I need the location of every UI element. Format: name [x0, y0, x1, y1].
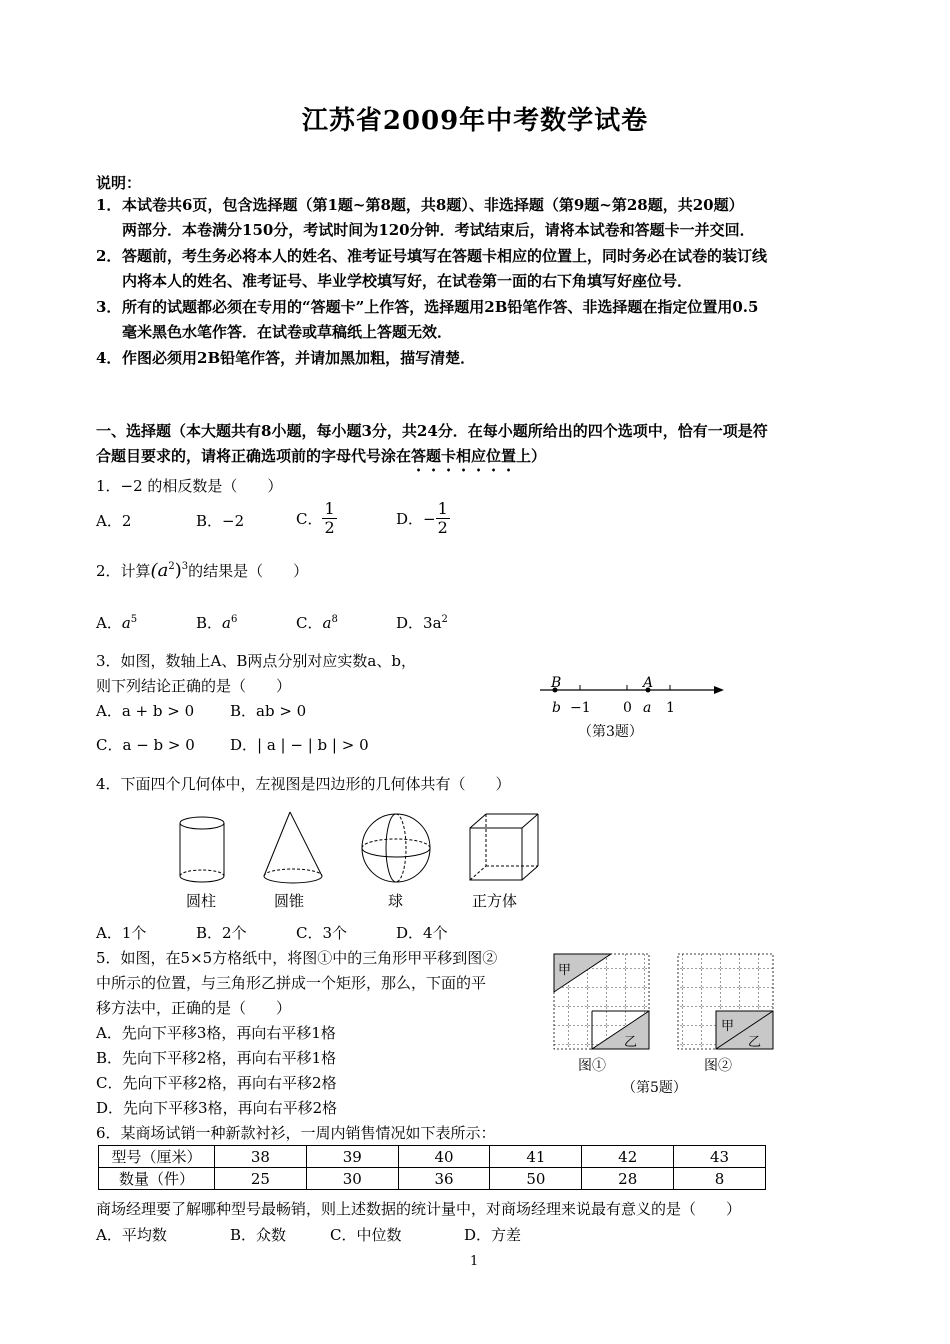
cell-count: 25: [215, 1168, 307, 1190]
section-heading-cont: 合题目要求的，请将正确选项前的字母代号涂在答题卡相应位置上）: [96, 447, 547, 465]
q4-option-d: D．4个: [396, 924, 448, 942]
cell-size: 40: [398, 1146, 490, 1168]
table-row: [99, 1146, 766, 1168]
q5-option-b: B．先向下平移2格，再向右平移1格: [96, 1049, 337, 1067]
label-zero: 0: [623, 700, 632, 716]
number-line-arrow: [714, 686, 724, 694]
q2-option-b: B．$a^6$: [196, 614, 238, 632]
cell-count: 8: [674, 1168, 766, 1190]
cell-count: 50: [490, 1168, 582, 1190]
label-jia-1: 甲: [558, 963, 572, 978]
instruction-2: 2．答题前，考生务必将本人的姓名、准考证号填写在答题卡相应的位置上，同时务必在试卷的装订线: [96, 247, 768, 265]
q6-option-c: C．中位数: [330, 1226, 402, 1244]
q1-option-c: C． $\frac{1}{2}$: [296, 499, 335, 537]
row-header-size: 型号（厘米）: [99, 1146, 215, 1168]
cell-size: 41: [490, 1146, 582, 1168]
q5-option-c: C．先向下平移2格，再向右平移2格: [96, 1074, 337, 1092]
instruction-3-cont: 毫米黑色水笔作答．在试卷或草稿纸上答题无效．: [122, 323, 453, 341]
instruction-1-cont: 两部分．本卷满分150分，考试时间为120分钟．考试结束后，请将本试卷和答题卡一并交回．: [122, 221, 755, 239]
cell-count: 28: [582, 1168, 674, 1190]
label-a: a: [643, 700, 652, 716]
label-B: B: [551, 675, 562, 691]
q6-stem: 6．某商场试销一种新款衬衫，一周内销售情况如下表所示：: [96, 1124, 496, 1142]
page-title: 江苏省2009年中考数学试卷: [301, 106, 649, 136]
caption-fig1: 图①: [578, 1058, 606, 1074]
q3-option-b: B．ab > 0: [230, 702, 307, 720]
q4-option-a: A．1个: [96, 924, 147, 942]
label-yi-1: 乙: [624, 1035, 638, 1050]
cylinder-shape: [180, 817, 224, 882]
grid-figure: [550, 950, 780, 1100]
cell-size: 38: [215, 1146, 307, 1168]
q1-stem: 1．−2 的相反数是（ ）: [96, 477, 283, 495]
q2-option-c: C．$a^8$: [296, 614, 338, 632]
q3-option-a: A．a + b > 0: [96, 702, 195, 720]
grid-1: [554, 954, 649, 1050]
cell-size: 39: [306, 1146, 398, 1168]
instruction-3: 3．所有的试题都必须在专用的“答题卡”上作答，选择题用2B铅笔作答、非选择题在指定位置用0.5: [96, 298, 759, 316]
q1-option-a: A．2: [96, 512, 132, 530]
label-jia-2: 甲: [721, 1019, 735, 1034]
q5-caption: （第5题）: [622, 1080, 687, 1096]
q3-stem-line1: 3．如图，数轴上A、B两点分别对应实数a、b，: [96, 652, 416, 670]
instruction-4: 4．作图必须用2B铅笔作答，并请加黑加粗，描写清楚．: [96, 349, 476, 367]
q3-stem-line2: 则下列结论正确的是（ ）: [96, 677, 292, 695]
instructions-heading: 说明：: [96, 174, 142, 192]
q3-option-c: C．a − b > 0: [96, 736, 195, 754]
cell-count: 30: [306, 1168, 398, 1190]
q1-option-d: D．− $\frac{1}{2}$: [396, 499, 448, 537]
label-one: 1: [666, 700, 675, 716]
q4-option-c: C．3个: [296, 924, 348, 942]
label-minus1: −1: [570, 700, 591, 716]
page-number: 1: [470, 1254, 479, 1269]
q3-option-d: D．| a | − | b | > 0: [230, 736, 369, 754]
label-cube: 正方体: [472, 892, 518, 910]
q6-option-d: D．方差: [464, 1226, 522, 1244]
caption-fig2: 图②: [704, 1058, 732, 1074]
sphere-shape: [362, 814, 430, 882]
q4-option-b: B．2个: [196, 924, 247, 942]
q2-stem: 2．计算$(a^2)^3$的结果是（ ）: [96, 560, 309, 581]
q5-stem-line2: 中所示的位置，与三角形乙拼成一个矩形，那么，下面的平: [96, 974, 487, 992]
cell-size: 42: [582, 1146, 674, 1168]
label-b: b: [552, 700, 561, 716]
section-heading: 一、选择题（本大题共有8小题，每小题3分，共24分．在每小题所给出的四个选项中，恰有一项是符: [96, 422, 768, 440]
grid-2: [678, 954, 773, 1050]
q6-option-b: B．众数: [230, 1226, 287, 1244]
q5-stem-line3: 移方法中，正确的是（ ）: [96, 999, 292, 1017]
q2-option-d: D．$3a^2$: [396, 614, 448, 632]
q1-option-b: B．−2: [196, 512, 245, 530]
label-yi-2: 乙: [748, 1035, 762, 1050]
q3-caption: （第3题）: [578, 724, 643, 740]
cone-shape: [264, 812, 322, 883]
label-cone: 圆锥: [274, 892, 305, 910]
instruction-1: 1．本试卷共6页，包含选择题（第1题~第8题，共8题）、非选择题（第9题~第28题，共20题）: [96, 196, 744, 214]
cube-shape: [470, 814, 538, 880]
row-header-count: 数量（件）: [99, 1168, 215, 1190]
label-cylinder: 圆柱: [186, 892, 217, 910]
q6-option-a: A．平均数: [96, 1226, 167, 1244]
q6-question: 商场经理要了解哪种型号最畅销，则上述数据的统计量中，对商场经理来说最有意义的是（ ）: [96, 1200, 742, 1218]
table-row: [99, 1168, 766, 1190]
q4-stem: 4．下面四个几何体中，左视图是四边形的几何体共有（ ）: [96, 775, 511, 793]
label-A: A: [643, 675, 654, 691]
q5-option-d: D．先向下平移3格，再向右平移2格: [96, 1099, 338, 1117]
cell-count: 36: [398, 1168, 490, 1190]
q5-option-a: A．先向下平移3格，再向右平移1格: [96, 1024, 336, 1042]
q5-stem-line1: 5．如图，在5×5方格纸中，将图①中的三角形甲平移到图②: [96, 949, 498, 967]
q2-option-a: A．$a^5$: [96, 614, 138, 632]
sales-table: [98, 1145, 766, 1190]
label-sphere: 球: [388, 892, 404, 910]
number-line-figure: [530, 670, 730, 745]
instruction-2-cont: 内将本人的姓名、准考证号、毕业学校填写好，在试卷第一面的右下角填写好座位号．: [122, 272, 693, 290]
solids-figure: [160, 808, 560, 918]
cell-size: 43: [674, 1146, 766, 1168]
